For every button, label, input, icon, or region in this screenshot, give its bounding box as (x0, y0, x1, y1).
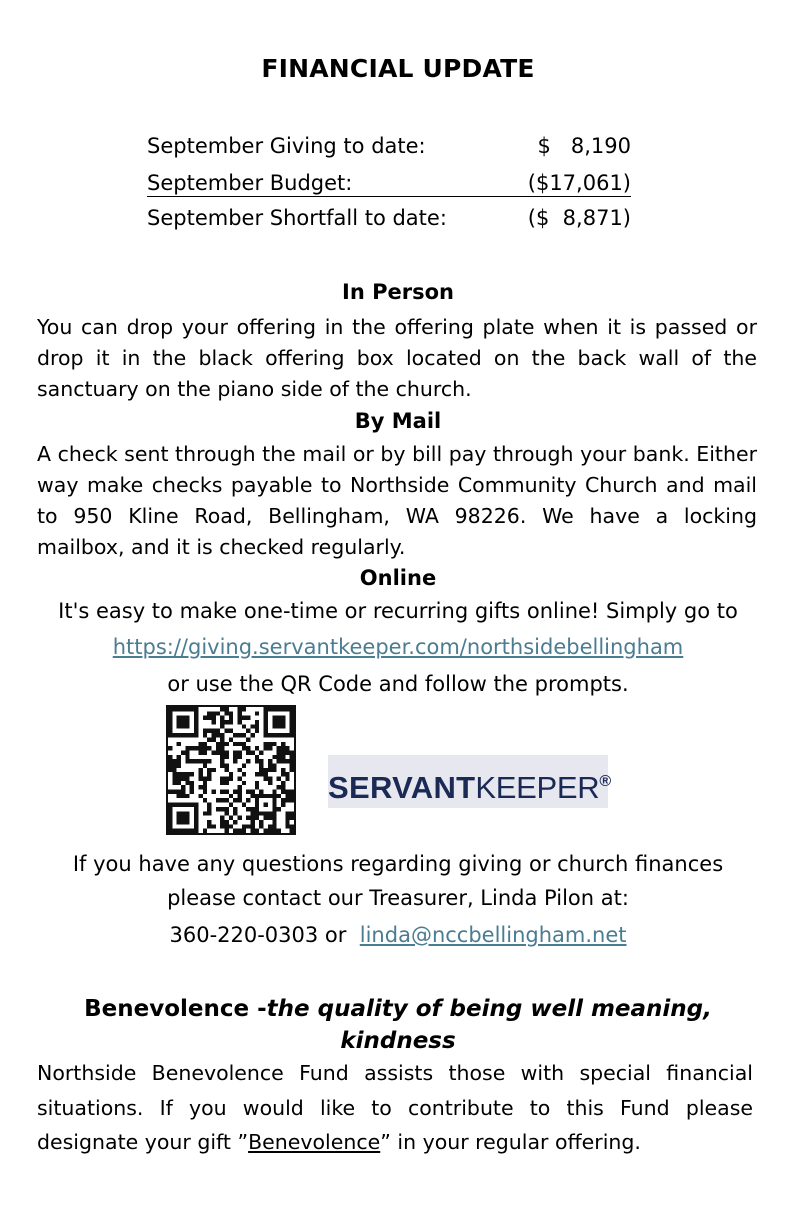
benevolence-heading (0, 993, 796, 1057)
qr-code-pattern (168, 707, 294, 833)
by-mail-text: A check sent through the mail or by bill pay through your bank. Either way make checks payable to Northside Community Church and mail to 950 Kline Road, Bellingham, WA 98226. We have a locking mailbox, and it is checked regularly. (37, 442, 757, 559)
giving-url-link[interactable]: https://giving.servantkeeper.com/northsidebellingham (112, 635, 684, 659)
page-title: FINANCIAL UPDATE (261, 54, 535, 83)
treasurer-phone: 360-220-0303 or (169, 923, 347, 947)
in-person-text: You can drop your offering in the offering plate when it is passed or drop it in the black offering box located on the back wall of the sanctuary on the piano side of the church. (37, 315, 757, 401)
contact-line-1: If you have any questions regarding giving or church finances (72, 852, 724, 876)
contact-line-2: please contact our Treasurer, Linda Pilon at: (167, 886, 629, 910)
online-intro: It's easy to make one-time or recurring gifts online! Simply go to (58, 599, 738, 623)
contact-line-3 (0, 920, 796, 950)
budget-row (147, 168, 631, 197)
shortfall-value: ($ 8,871) (527, 206, 631, 230)
by-mail-heading: By Mail (354, 409, 442, 433)
treasurer-email-link[interactable]: linda@nccbellingham.net (359, 923, 627, 947)
in-person-heading: In Person (342, 280, 454, 304)
qr-code[interactable] (166, 705, 296, 835)
logo-text-bold: SERVANT (328, 770, 476, 805)
benevolence-text-start: Northside Benevolence Fund assists those with special financial situations. If you would like to contribute to this Fund please designate your gift ” (37, 1061, 753, 1154)
online-qr-prompt: or use the QR Code and follow the prompts. (167, 672, 629, 696)
logo-registered-mark: ® (599, 773, 611, 790)
online-heading: Online (359, 566, 437, 590)
shortfall-row (147, 203, 631, 233)
budget-value: ($17,061) (527, 171, 631, 195)
benevolence-definition-2: kindness (340, 1028, 456, 1054)
benevolence-definition-1: the quality of being well meaning, (266, 996, 712, 1022)
logo-text-light: KEEPER (475, 770, 600, 805)
online-url-line (0, 632, 796, 662)
giving-row (147, 131, 631, 161)
giving-label: September Giving to date: (147, 134, 426, 158)
servantkeeper-logo (328, 755, 611, 808)
shortfall-label: September Shortfall to date: (147, 206, 447, 230)
giving-value: $ 8,190 (537, 134, 631, 158)
benevolence-text (37, 1056, 753, 1160)
budget-label: September Budget: (147, 171, 353, 195)
benevolence-text-end: ” in your regular offering. (380, 1130, 641, 1154)
benevolence-word: Benevolence - (84, 996, 267, 1022)
benevolence-designation: Benevolence (248, 1130, 381, 1154)
